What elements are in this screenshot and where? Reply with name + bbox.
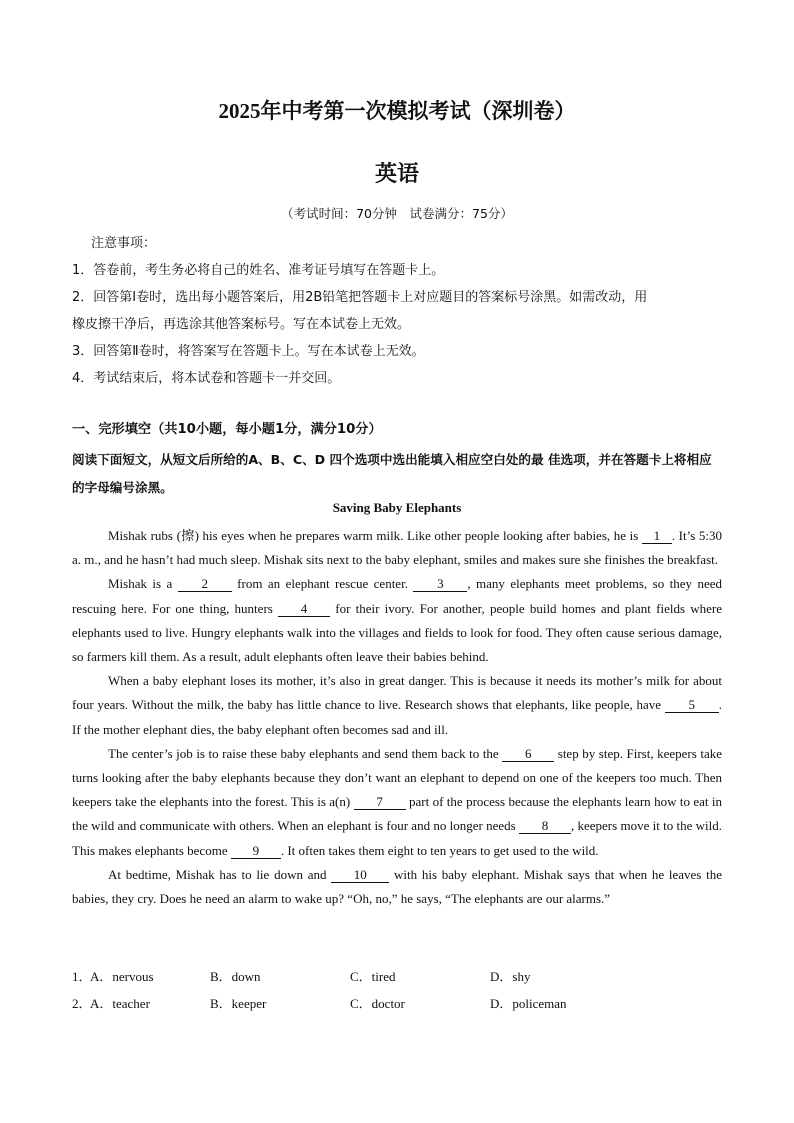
passage-paragraph	[72, 572, 722, 669]
note-item: 3．回答第Ⅱ卷时，将答案写在答题卡上。写在本试卷上无效。	[72, 344, 425, 359]
blank-6: 6	[502, 746, 554, 762]
option-d[interactable]: D．policeman	[490, 996, 567, 1011]
passage-text: Mishak rubs (擦) his eyes when he prepares warm milk. Like other people looking after babies, he is	[108, 528, 642, 543]
passage-text: step by step. First, keepers take turns looking after the baby elephants because they don’t want an elephant to depend on one of the keepers too much. Then keepers take the elephants into the forest. This is a(n)	[72, 745, 723, 810]
option-b[interactable]: B．keeper	[210, 996, 267, 1011]
passage-body	[72, 524, 722, 911]
option-c[interactable]: C．tired	[350, 969, 396, 984]
note-item: 4．考试结束后，将本试卷和答题卡一并交回。	[72, 371, 341, 386]
note-item: 1．答卷前，考生务必将自己的姓名、准考证号填写在答题卡上。	[72, 263, 445, 278]
passage-paragraph	[72, 524, 722, 572]
passage-text: with his baby elephant. Mishak says that when he leaves the babies, they cry. Does he need an alarm to wake up? “Oh, no,” he says, “The elephants are our alarms.”	[72, 866, 723, 907]
section-title: 一、完形填空（共10小题，每小题1分，满分10分）	[72, 422, 382, 437]
blank-3: 3	[413, 576, 467, 592]
option-d[interactable]: D．shy	[490, 969, 531, 984]
notes-block	[72, 230, 722, 392]
passage-paragraph	[72, 669, 722, 742]
blank-5: 5	[665, 697, 719, 713]
question-row	[72, 989, 722, 1016]
passage-text: . If the mother elephant dies, the baby elephant often becomes sad and ill.	[72, 697, 722, 737]
note-item-continued: 橡皮擦干净后，再选涂其他答案标号。写在本试卷上无效。	[72, 317, 411, 332]
passage-paragraph	[72, 742, 722, 863]
section-instructions: 阅读下面短文，从短文后所给的A、B、C、D 四个选项中选出能填入相应空白处的最 佳选项，并在答题卡上将相应的字母编号涂黑。	[72, 452, 712, 495]
subject-title: 英语	[374, 161, 419, 186]
passage-text: . It often takes them eight to ten years to get used to the wild.	[280, 842, 599, 858]
passage-text: , keepers move it to the wild. This makes elephants become	[72, 818, 722, 858]
blank-4: 4	[278, 601, 330, 617]
passage-paragraph	[72, 863, 722, 911]
blank-8: 8	[519, 818, 571, 834]
option-c[interactable]: C．doctor	[350, 996, 405, 1011]
exam-title: 2025年中考第一次模拟考试（深圳卷）	[218, 99, 576, 123]
question-row	[72, 962, 722, 989]
exam-info: （考试时间：70分钟 试卷满分：75分）	[281, 206, 513, 221]
blank-1: 1	[642, 528, 672, 544]
notes-heading: 注意事项：	[91, 236, 157, 251]
blank-10: 10	[331, 867, 389, 883]
blank-2: 2	[178, 576, 232, 592]
question-number: 2．	[72, 996, 92, 1011]
passage-text: . It’s 5:30 a. m., and he hasn’t had much sleep. Mishak sits next to the baby elephant, smiles and makes sure she finishes the breakfast.	[72, 528, 722, 568]
option-a[interactable]: A．teacher	[90, 996, 150, 1011]
question-options	[72, 962, 722, 1016]
passage-text: for their ivory. For another, people build homes and plant fields where elephants used to live. Hungry elephants walk into the villages and fields to look for food. They often cause serious damage, so farmers kill them. As a result, adult elephants often leave their babies behind.	[72, 600, 722, 665]
option-b[interactable]: B．down	[210, 969, 261, 984]
passage-text: Mishak is a	[108, 576, 178, 592]
passage-text: from an elephant rescue center.	[231, 576, 414, 592]
passage-text: At bedtime, Mishak has to lie down and	[108, 866, 332, 882]
note-item: 2．回答第Ⅰ卷时，选出每小题答案后，用2B铅笔把答题卡上对应题目的答案标号涂黑。如需改动，用	[72, 290, 648, 305]
passage-text: When a baby elephant loses its mother, it’s also in great danger. This is because it needs its mother’s milk for about four years. Without the milk, the baby has little chance to live. Research shows that elephants, like people, have	[72, 673, 722, 713]
passage-text: part of the process because the elephants learn how to eat in the wild and communicate with others. When an elephant is four and no longer needs	[72, 794, 722, 834]
passage-title: Saving Baby Elephants	[332, 500, 462, 515]
blank-7: 7	[354, 794, 406, 810]
question-number: 1．	[72, 969, 92, 984]
blank-9: 9	[231, 843, 281, 859]
passage-text: , many elephants meet problems, so they need rescuing here. For one thing, hunters	[72, 576, 722, 616]
option-a[interactable]: A．nervous	[90, 969, 154, 984]
passage-text: The center’s job is to raise these baby elephants and send them back to the	[108, 745, 503, 761]
